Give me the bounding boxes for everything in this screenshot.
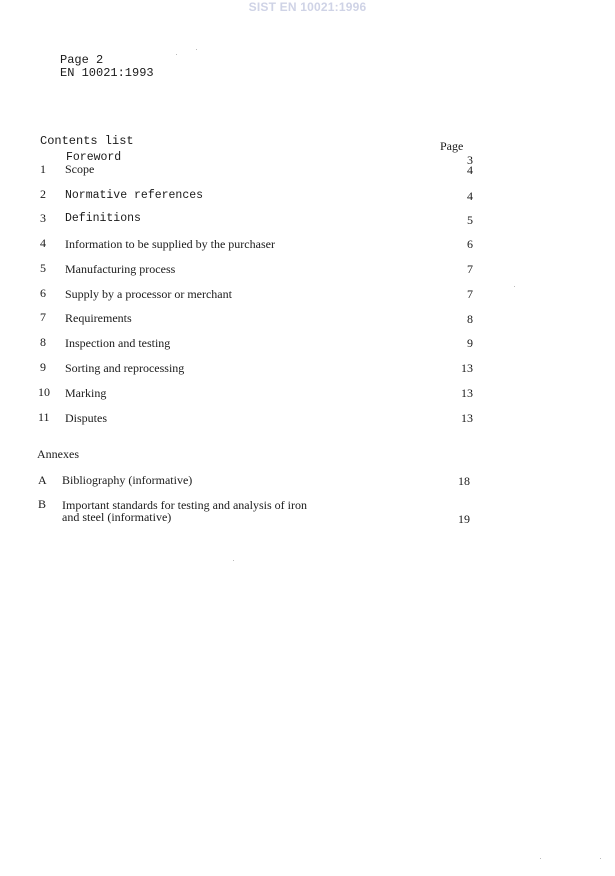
- toc-item-number: 7: [40, 310, 46, 324]
- toc-item-page: 7: [467, 262, 473, 276]
- toc-item-label: Disputes: [65, 411, 107, 425]
- scan-speck: [540, 858, 541, 859]
- toc-item-number: 9: [40, 360, 46, 374]
- toc-item-label: Requirements: [65, 311, 132, 325]
- watermark: SIST EN 10021:1996: [248, 0, 367, 14]
- toc-item-label: Scope: [65, 162, 95, 176]
- toc-item-number: 1: [40, 162, 46, 176]
- toc-item-label: Definitions: [65, 212, 141, 225]
- toc-item-number: 11: [38, 410, 50, 424]
- toc-item-number: 6: [40, 286, 46, 300]
- toc-item-label: Manufacturing process: [65, 262, 176, 276]
- scan-speck: [233, 560, 234, 561]
- toc-item-page: 4: [467, 189, 473, 203]
- annex-label-line1: Important standards for testing and analysis of iron: [62, 498, 307, 512]
- toc-item-number: 2: [40, 187, 46, 201]
- toc-item-page: 13: [461, 386, 473, 400]
- toc-item-label: Supply by a processor or merchant: [65, 287, 232, 301]
- scan-speck: [196, 49, 197, 50]
- annex-label: Bibliography (informative): [62, 473, 193, 487]
- annex-page: 19: [458, 512, 470, 526]
- document-id: EN 10021:1993: [60, 66, 154, 80]
- scan-speck: [600, 858, 601, 859]
- toc-item-label: Information to be supplied by the purchaser: [65, 237, 275, 251]
- toc-item-page: 8: [467, 312, 473, 326]
- toc-item-page: 7: [467, 287, 473, 301]
- foreword-page: 3: [467, 153, 473, 167]
- toc-item-number: 3: [40, 211, 46, 225]
- toc-item-page: 9: [467, 336, 473, 350]
- toc-item-number: 8: [40, 335, 46, 349]
- toc-item-page: 5: [467, 213, 473, 227]
- toc-item-label: Marking: [65, 386, 107, 400]
- foreword-label: Foreword: [66, 151, 122, 164]
- page-column-heading: Page: [440, 139, 464, 153]
- toc-item-label: Normative references: [65, 189, 204, 202]
- scan-speck: [176, 54, 177, 55]
- toc-item-number: 4: [40, 236, 46, 250]
- annex-page: 18: [458, 474, 470, 488]
- toc-item-page: 13: [461, 411, 473, 425]
- annex-letter: A: [38, 473, 47, 487]
- toc-item-label: Sorting and reprocessing: [65, 361, 185, 375]
- toc-item-number: 10: [38, 385, 50, 399]
- toc-item-number: 5: [40, 261, 46, 275]
- annex-letter: B: [38, 497, 47, 511]
- toc-item-page: 13: [461, 361, 473, 375]
- annex-label-line2: and steel (informative): [62, 510, 172, 524]
- toc-item-label: Inspection and testing: [65, 336, 171, 350]
- contents-title: Contents list: [40, 134, 134, 148]
- toc-item-page: 4: [467, 163, 473, 177]
- annexes-title: Annexes: [37, 447, 79, 461]
- toc-item-page: 6: [467, 237, 473, 251]
- page-number-label: Page 2: [60, 53, 104, 67]
- scan-speck: [514, 286, 515, 287]
